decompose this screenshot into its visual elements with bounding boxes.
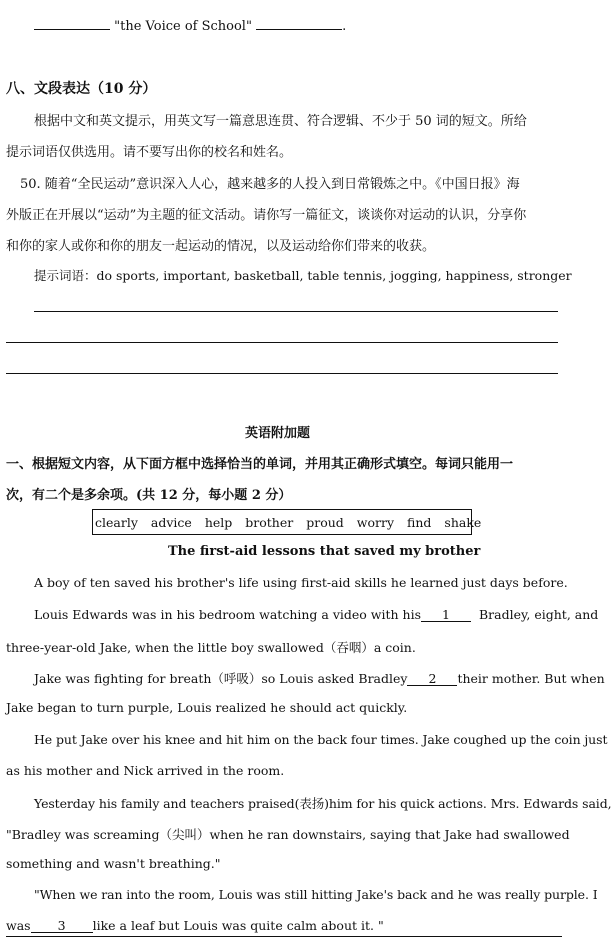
period: . <box>342 19 347 34</box>
passage-text: like a leaf but Louis was quite calm about it. " <box>92 918 384 933</box>
bottom-rule <box>6 936 562 937</box>
passage-line: "When we ran into the room, Louis was still hitting Jake's back and he was really purple. I <box>34 887 598 902</box>
q50-line-1: 50. 随着“全民运动”意识深入人心，越来越多的人投入到日常锻炼之中。《中国日报》海 <box>20 177 520 192</box>
passage-line <box>34 669 605 687</box>
quote-text: "the Voice of School" <box>114 19 252 34</box>
q50-line-2: 外版正在开展以“运动”为主题的征文活动。请你写一篇征文，谈谈你对运动的认识，分享你 <box>6 208 527 223</box>
writing-line[interactable] <box>6 342 558 343</box>
q50-line-3: 和你的家人或你和你的朋友一起运动的情况，以及运动给你们带来的收获。 <box>6 239 436 254</box>
passage-line <box>34 607 598 622</box>
word-bank-box <box>92 509 482 535</box>
passage-line: Yesterday his family and teachers praised(表扬)him for his quick actions. Mrs. Edwards said, <box>34 796 611 811</box>
passage-text: Louis Edwards was in his bedroom watching a video with his <box>34 607 421 622</box>
passage-line: Jake began to turn purple, Louis realized he should act quickly. <box>6 700 408 715</box>
word-option: shake <box>444 514 482 530</box>
passage-title: The first-aid lessons that saved my brother <box>168 544 481 559</box>
word-option: find <box>407 514 432 530</box>
passage-text: was <box>6 918 31 933</box>
section8-instruction-2: 提示词语仅供选用。请不要写出你的校名和姓名。 <box>6 145 293 160</box>
blank-2[interactable]: 2 <box>407 671 457 686</box>
passage-line: three-year-old Jake, when the little boy swallowed（吞咽）a coin. <box>6 640 416 655</box>
passage-line <box>6 918 384 933</box>
hint-words: 提示词语：do sports, important, basketball, table tennis, jogging, happiness, stronger <box>34 268 572 283</box>
passage-text: Jake was fighting for breath（呼吸）so Louis asked Bradley <box>34 671 408 686</box>
passage-line: A boy of ten saved his brother's life using first-aid skills he learned just days before. <box>34 575 568 590</box>
word-option: brother <box>245 514 294 530</box>
writing-line[interactable] <box>6 373 558 374</box>
part1-instruction-2: 次，有二个是多余项。(共 12 分，每小题 2 分） <box>6 488 292 503</box>
answer-blank[interactable] <box>34 15 110 30</box>
blank-3[interactable]: 3 <box>31 918 93 933</box>
passage-text: their mother. But when <box>457 671 605 686</box>
passage-line: "Bradley was screaming（尖叫）when he ran downstairs, saying that Jake had swallowed <box>6 827 570 842</box>
passage-text: Bradley, eight, and <box>478 607 599 622</box>
word-option: clearly <box>95 514 138 530</box>
answer-blank[interactable] <box>256 15 342 30</box>
top-fill-line <box>34 15 346 34</box>
word-option: advice <box>150 514 192 530</box>
extra-title: 英语附加题 <box>245 426 311 441</box>
blank-1[interactable]: 1 <box>421 607 471 622</box>
part1-instruction-1: 一、根据短文内容，从下面方框中选择恰当的单词，并用其正确形式填空。每词只能用一 <box>6 457 514 472</box>
writing-line[interactable] <box>34 311 558 312</box>
word-option: help <box>204 514 233 530</box>
section8-instruction-1: 根据中文和英文提示，用英文写一篇意思连贯、符合逻辑、不少于 50 词的短文。所给 <box>34 114 527 129</box>
passage-line: something and wasn't breathing." <box>6 856 221 871</box>
section8-heading: 八、文段表达（10 分） <box>6 81 157 97</box>
passage-line: He put Jake over his knee and hit him on the back four times. Jake coughed up the coin just <box>34 732 608 747</box>
passage-line: as his mother and Nick arrived in the room. <box>6 763 285 778</box>
word-option: proud <box>306 514 344 530</box>
word-option: worry <box>356 514 395 530</box>
